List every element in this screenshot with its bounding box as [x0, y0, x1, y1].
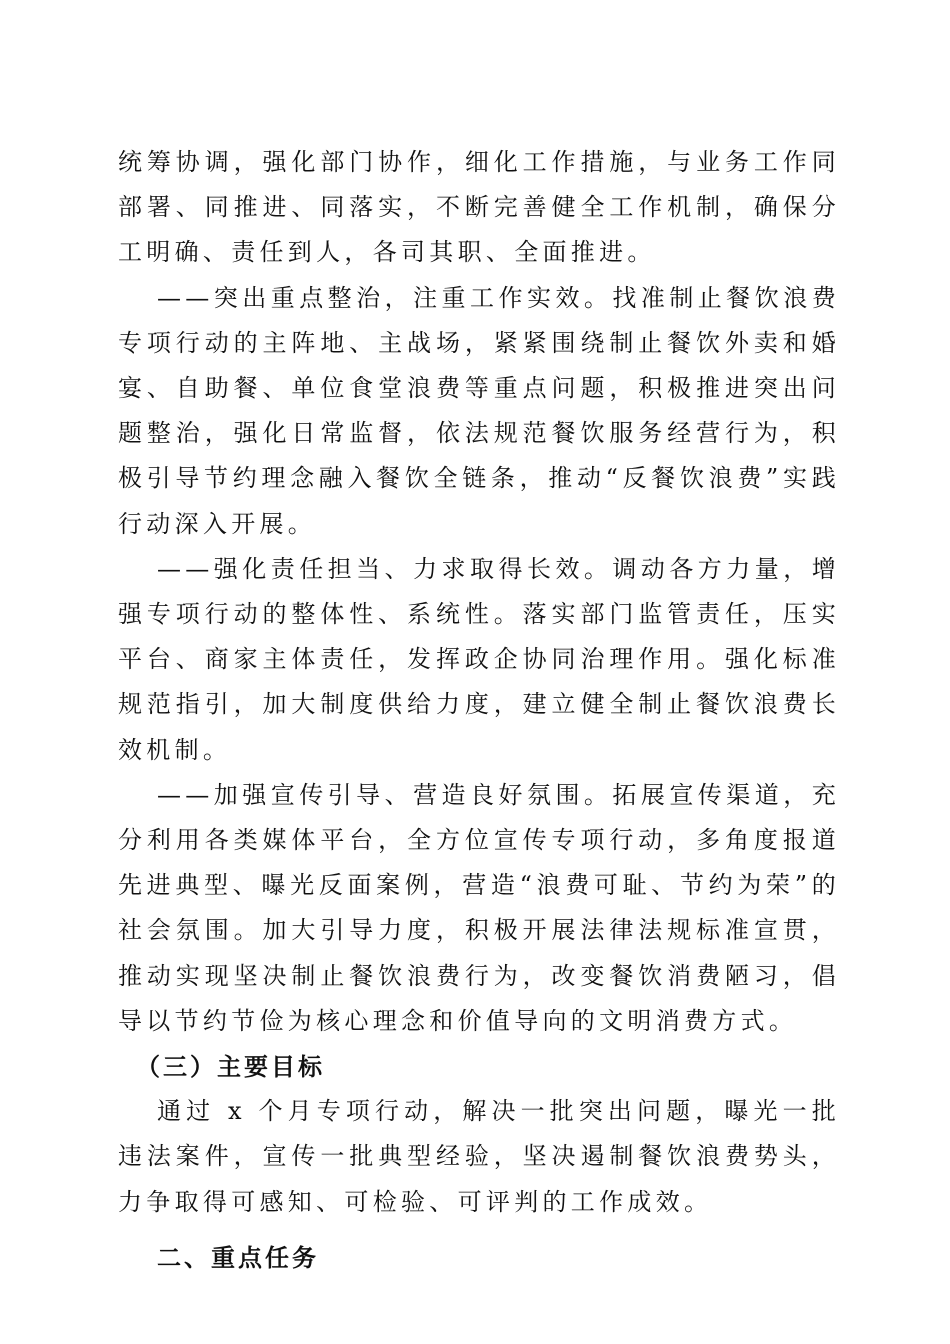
paragraph-goals: 通过 x 个月专项行动，解决一批突出问题，曝光一批违法案件，宣传一批典型经验，坚决遏制餐饮浪费势头，力争取得可感知、可检验、可评判的工作成效。 — [118, 1097, 840, 1216]
paragraph-responsibility: ——强化责任担当、力求取得长效。调动各方力量，增强专项行动的整体性、系统性。落实部门监管责任，压实平台、商家主体责任，发挥政企协同治理作用。强化标准规范指引，加大制度供给力度，建立健全制止餐饮浪费长效机制。 — [118, 554, 840, 764]
document-body — [118, 140, 840, 1281]
subheading-main-goals: （三）主要目标 — [136, 1052, 325, 1082]
paragraph-publicity: ——加强宣传引导、营造良好氛围。拓展宣传渠道，充分利用各类媒体平台，全方位宣传专项行动，多角度报道先进典型、曝光反面案例，营造“浪费可耻、节约为荣”的社会氛围。加大引导力度，积极开展法律法规标准宣贯，推动实现坚决制止餐饮浪费行为，改变餐饮消费陋习，倡导以节约节俭为核心理念和价值导向的文明消费方式。 — [118, 780, 840, 1035]
heading-key-tasks: 二、重点任务 — [157, 1242, 319, 1272]
paragraph-focus-rectification: ——突出重点整治，注重工作实效。找准制止餐饮浪费专项行动的主阵地、主战场，紧紧围绕制止餐饮外卖和婚宴、自助餐、单位食堂浪费等重点问题，积极推进突出问题整治，强化日常监督，依法规范餐饮服务经营行为，积极引导节约理念融入餐饮全链条，推动“反餐饮浪费”实践行动深入开展。 — [118, 283, 840, 538]
paragraph-continuation: 统筹协调，强化部门协作，细化工作措施，与业务工作同部署、同推进、同落实，不断完善健全工作机制，确保分工明确、责任到人，各司其职、全面推进。 — [118, 148, 840, 267]
